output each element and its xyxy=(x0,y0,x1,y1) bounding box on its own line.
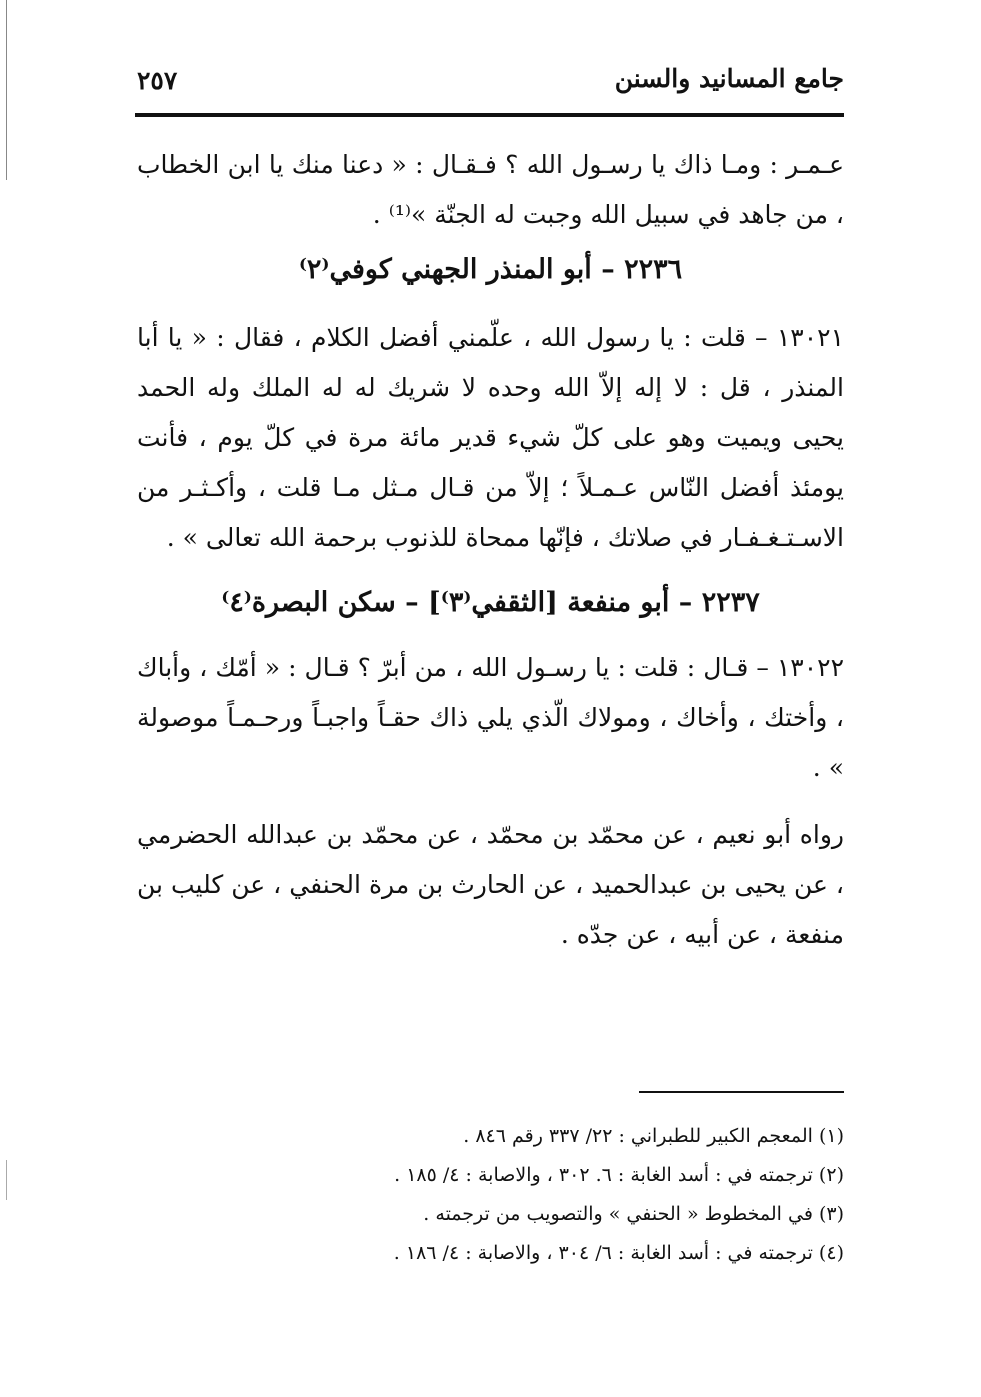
page-header xyxy=(137,60,844,110)
running-head: جامع المسانيد والسنن xyxy=(614,64,844,93)
scan-edge-line-lower xyxy=(6,1160,7,1200)
footnote-3: (٣) في المخطوط « الحنفي » والتصويب من ترجمته . xyxy=(423,1203,844,1225)
hadith-paragraph-13022: ١٣٠٢٢ – قـال : قلت : يا رسـول الله ، من أبرّ ؟ قـال : « أمّك ، وأباك ، وأختك ، وأخاك ، ومولاك الّذي يلي ذاك حقـاً واجبـاً ورحـمـاً موصولة » . xyxy=(137,653,844,782)
isnad-paragraph: رواه أبو نعيم ، عن محمّد بن محمّد ، عن محمّد بن عبدالله الحضرمي ، عن يحيى بن عبدالحميد ، عن الحارث بن مرة الحنفي ، عن كليب بن منفعة ، عن أبيه ، عن جدّه . xyxy=(137,820,844,949)
footnote-1: (١) المعجم الكبير للطبراني : ٢٢/ ٣٣٧ رقم ٨٤٦ . xyxy=(463,1125,844,1147)
header-rule xyxy=(135,113,844,117)
entry-heading-2236: ٢٢٣٦ – أبو المنذر الجهني كوفي⁽٢⁾ xyxy=(298,254,683,285)
footnote-2: (٢) ترجمته في : أسد الغابة : ٦. ٣٠٢ ، والاصابة : ٤/ ١٨٥ . xyxy=(394,1164,844,1186)
page-number: ٢٥٧ xyxy=(137,66,178,95)
footnote-rule xyxy=(639,1091,844,1093)
entry-heading-2237: ٢٢٣٧ – أبو منفعة [الثقفي⁽٣⁾] – سكن البصرة⁽٤⁾ xyxy=(221,587,760,618)
scan-edge-line xyxy=(6,0,7,180)
footnote-4: (٤) ترجمته في : أسد الغابة : ٦/ ٣٠٤ ، والاصابة : ٤/ ١٨٦ . xyxy=(393,1242,844,1264)
continuation-paragraph: عـمـر : ومـا ذاك يا رسـول الله ؟ فـقـال : « دعنا منك يا ابن الخطاب ، من جاهد في سبيل الله وجبت له الجنّة »⁽¹⁾ . xyxy=(137,150,844,229)
hadith-paragraph-13021: ١٣٠٢١ – قلت : يا رسول الله ، علّمني أفضل الكلام ، فقال : « يا أبا المنذر ، قل : لا إله إلاّ الله وحده لا شريك له له الملك وله الحمد يحيى ويميت وهو على كلّ شيء قدير مائة مرة في كلّ يوم ، فأنت يومئذ أفضل النّاس عـمـلاً ؛ إلاّ من قـال مـثل مـا قلت ، وأكـثـر من الاسـتـغـفـار في صلاتك ، فإنّها ممحاة للذنوب برحمة الله تعالى » . xyxy=(137,323,844,552)
footnotes xyxy=(137,1117,844,1273)
